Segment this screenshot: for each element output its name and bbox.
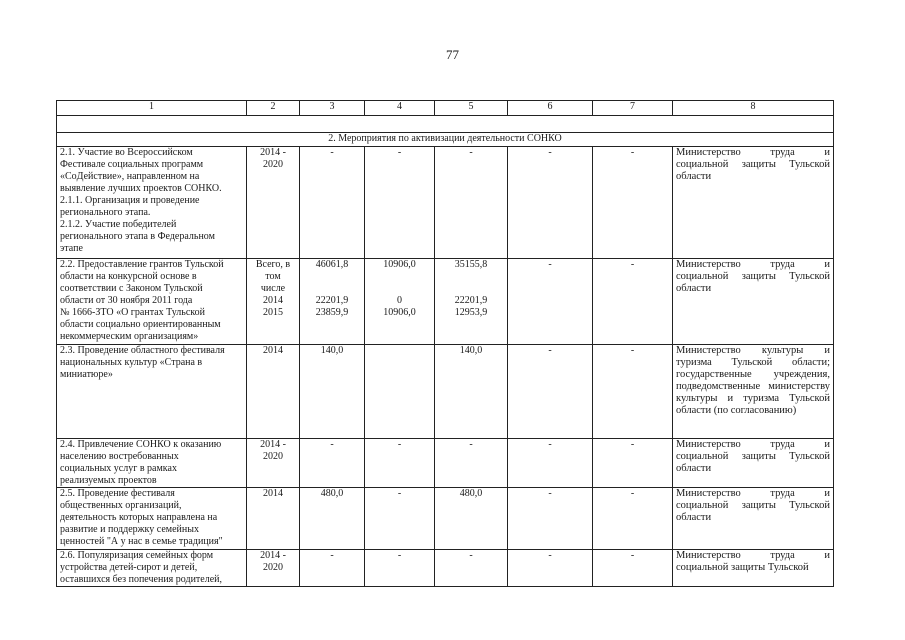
period-line: 2014 - (260, 147, 286, 158)
executor-cell (673, 488, 834, 550)
period-line: Всего, в (255, 259, 291, 270)
value-line: 46061,8 (315, 259, 349, 270)
value-line: - (630, 147, 635, 158)
value-line: 35155,8 (454, 259, 488, 270)
activity-name-line: оставшихся без попечения родителей, (60, 574, 223, 585)
value-cell-c7 (593, 488, 673, 550)
value-line: - (548, 439, 552, 450)
value-cell-c6 (508, 550, 593, 587)
executor-text: Министерство культуры и туризма Тульской области; государственные учреждения, подведомственные министерству культуры и туризма Тульской области (по согласованию) (676, 345, 830, 416)
value-cell-c7 (593, 345, 673, 439)
activity-name-cell (57, 259, 247, 345)
period-line: 2014 - (260, 550, 286, 561)
value-cell-c3 (300, 147, 365, 259)
value-line: - (397, 488, 402, 499)
value-line: - (397, 439, 402, 450)
activity-name-line: миниатюре» (60, 369, 113, 380)
period-line: 2014 (263, 488, 283, 499)
table-row (57, 345, 834, 439)
program-table (56, 100, 834, 587)
period-line: 2020 (263, 562, 283, 573)
value-line: 22201,9 (454, 295, 488, 306)
value-line: - (330, 439, 334, 450)
activity-name-line: 2.4. Привлечение СОНКО к оказанию (60, 439, 222, 450)
value-line (438, 271, 504, 283)
activity-name-line: выявление лучших проектов СОНКО. (60, 183, 222, 194)
activity-name-line: 2.1. Участие во Всероссийском (60, 147, 193, 158)
value-cell-c5 (435, 147, 508, 259)
period-line: 2020 (263, 451, 283, 462)
activity-name-line: области на конкурсной основе в (60, 271, 197, 282)
executor-text: Министерство труда и социальной защиты Тульской (676, 550, 830, 573)
value-line: 10906,0 (383, 307, 416, 318)
value-line (303, 283, 361, 295)
period-line: 2020 (263, 159, 283, 170)
header-cell: 1 (57, 101, 247, 116)
header-cell: 4 (365, 101, 435, 116)
period-line: 2014 (263, 295, 283, 306)
value-line: - (630, 259, 635, 270)
activity-name-line: Фестивале социальных программ (60, 159, 204, 170)
executor-cell (673, 550, 834, 587)
value-line (303, 271, 361, 283)
value-line (438, 283, 504, 295)
activity-name-line: этапе (60, 243, 83, 254)
value-cell-c4 (365, 345, 435, 439)
activity-name-line: устройства детей-сирот и детей, (60, 562, 198, 573)
header-cell: 8 (673, 101, 834, 116)
value-line: - (330, 147, 334, 158)
activity-name-cell (57, 488, 247, 550)
activity-name-line: социальных услуг в рамках (60, 463, 177, 474)
activity-name-line: 2.1.1. Организация и проведение (60, 195, 200, 206)
value-cell-c4 (365, 439, 435, 488)
executor-text: Министерство труда и социальной защиты Тульской области (676, 488, 830, 523)
value-line: - (548, 147, 552, 158)
section-row (57, 133, 834, 147)
value-line: - (548, 259, 552, 270)
period-cell (247, 439, 300, 488)
value-cell-c4 (365, 488, 435, 550)
activity-name-line: развитие и поддержку семейных (60, 524, 199, 535)
value-line: 140,0 (459, 345, 483, 356)
value-cell-c5 (435, 439, 508, 488)
value-cell-c6 (508, 488, 593, 550)
executor-text: Министерство труда и социальной защиты Тульской области (676, 259, 830, 294)
value-cell-c6 (508, 345, 593, 439)
value-cell-c4 (365, 550, 435, 587)
value-cell-c5 (435, 550, 508, 587)
activity-name-line: 2.6. Популяризация семейных форм (60, 550, 214, 561)
activity-name-line: соответствии с Законом Тульской (60, 283, 203, 294)
executor-cell (673, 439, 834, 488)
value-line: - (469, 550, 473, 561)
activity-name-line: 2.3. Проведение областного фестиваля (60, 345, 225, 356)
value-line: 23859,9 (315, 307, 349, 318)
value-cell-c7 (593, 147, 673, 259)
value-line (368, 271, 431, 283)
period-cell (247, 259, 300, 345)
header-cell: 2 (247, 101, 300, 116)
period-cell (247, 488, 300, 550)
value-line: - (397, 147, 402, 158)
activity-name-line: 2.2. Предоставление грантов Тульской (60, 259, 224, 270)
value-line: - (397, 550, 402, 561)
activity-name-line: 2.1.2. Участие победителей (60, 219, 177, 230)
spacer-row (57, 116, 834, 133)
activity-name-line: области от 30 ноября 2011 года (60, 295, 193, 306)
value-line: - (469, 147, 473, 158)
value-cell-c4 (365, 147, 435, 259)
value-line: 140,0 (320, 345, 344, 356)
table-row (57, 147, 834, 259)
executor-text: Министерство труда и социальной защиты Тульской области (676, 439, 830, 474)
activity-name-cell (57, 439, 247, 488)
executor-cell (673, 345, 834, 439)
period-cell (247, 345, 300, 439)
activity-name-line: реализуемых проектов (60, 475, 157, 486)
period-line: 2014 (263, 345, 283, 356)
header-cell: 6 (508, 101, 593, 116)
period-cell (247, 550, 300, 587)
value-line: - (330, 550, 334, 561)
activity-name-line: области социально ориентированным (60, 319, 221, 330)
header-row (57, 101, 834, 116)
value-cell-c6 (508, 439, 593, 488)
page-number: 77 (446, 47, 459, 62)
value-line: - (630, 345, 635, 356)
header-cell: 7 (593, 101, 673, 116)
value-line: 12953,9 (454, 307, 488, 318)
value-line (368, 283, 431, 295)
activity-name-line: национальных культур «Страна в (60, 357, 203, 368)
value-cell-c7 (593, 550, 673, 587)
value-cell-c5 (435, 259, 508, 345)
activity-name-line: регионального этапа. (60, 207, 151, 218)
table-row (57, 488, 834, 550)
period-cell (247, 147, 300, 259)
value-cell-c3 (300, 550, 365, 587)
value-line: - (630, 439, 635, 450)
value-line: 0 (397, 295, 402, 306)
activity-name-line: ценностей "А у нас в семье традиция" (60, 536, 223, 547)
activity-name-line: 2.5. Проведение фестиваля (60, 488, 175, 499)
executor-cell (673, 147, 834, 259)
value-line: - (469, 439, 473, 450)
period-line: 2014 - (260, 439, 286, 450)
activity-name-line: населению востребованных (60, 451, 179, 462)
activity-name-line: общественных организаций, (60, 500, 182, 511)
value-line: - (548, 345, 552, 356)
value-cell-c3 (300, 259, 365, 345)
header-cell: 3 (300, 101, 365, 116)
period-line: 2015 (263, 307, 283, 318)
section-title: 2. Мероприятия по активизации деятельности СОНКО (57, 133, 834, 147)
value-line: - (548, 488, 552, 499)
activity-name-line: деятельность которых направлена на (60, 512, 218, 523)
executor-cell (673, 259, 834, 345)
value-cell-c3 (300, 439, 365, 488)
activity-name-line: регионального этапа в Федеральном (60, 231, 215, 242)
value-line (368, 345, 431, 357)
table-row (57, 550, 834, 587)
activity-name-cell (57, 550, 247, 587)
value-cell-c6 (508, 259, 593, 345)
value-line: 22201,9 (315, 295, 349, 306)
value-line: - (630, 488, 635, 499)
table-row (57, 259, 834, 345)
activity-name-line: № 1666-ЗТО «О грантах Тульской (60, 307, 205, 318)
value-cell-c4 (365, 259, 435, 345)
value-line: - (548, 550, 552, 561)
period-line: том (265, 271, 281, 282)
period-line: числе (260, 283, 286, 294)
activity-name-cell (57, 345, 247, 439)
value-cell-c3 (300, 345, 365, 439)
value-line: - (630, 550, 635, 561)
value-cell-c5 (435, 488, 508, 550)
value-line: 480,0 (459, 488, 483, 499)
activity-name-cell (57, 147, 247, 259)
activity-name-line: «СоДействие», направленном на (60, 171, 200, 182)
executor-text: Министерство труда и социальной защиты Тульской области (676, 147, 830, 182)
value-line: 10906,0 (383, 259, 416, 270)
value-cell-c5 (435, 345, 508, 439)
value-cell-c3 (300, 488, 365, 550)
header-cell: 5 (435, 101, 508, 116)
value-cell-c7 (593, 439, 673, 488)
activity-name-line: некоммерческим организациям» (60, 331, 199, 342)
value-cell-c7 (593, 259, 673, 345)
value-line: 480,0 (320, 488, 344, 499)
table-row (57, 439, 834, 488)
value-cell-c6 (508, 147, 593, 259)
